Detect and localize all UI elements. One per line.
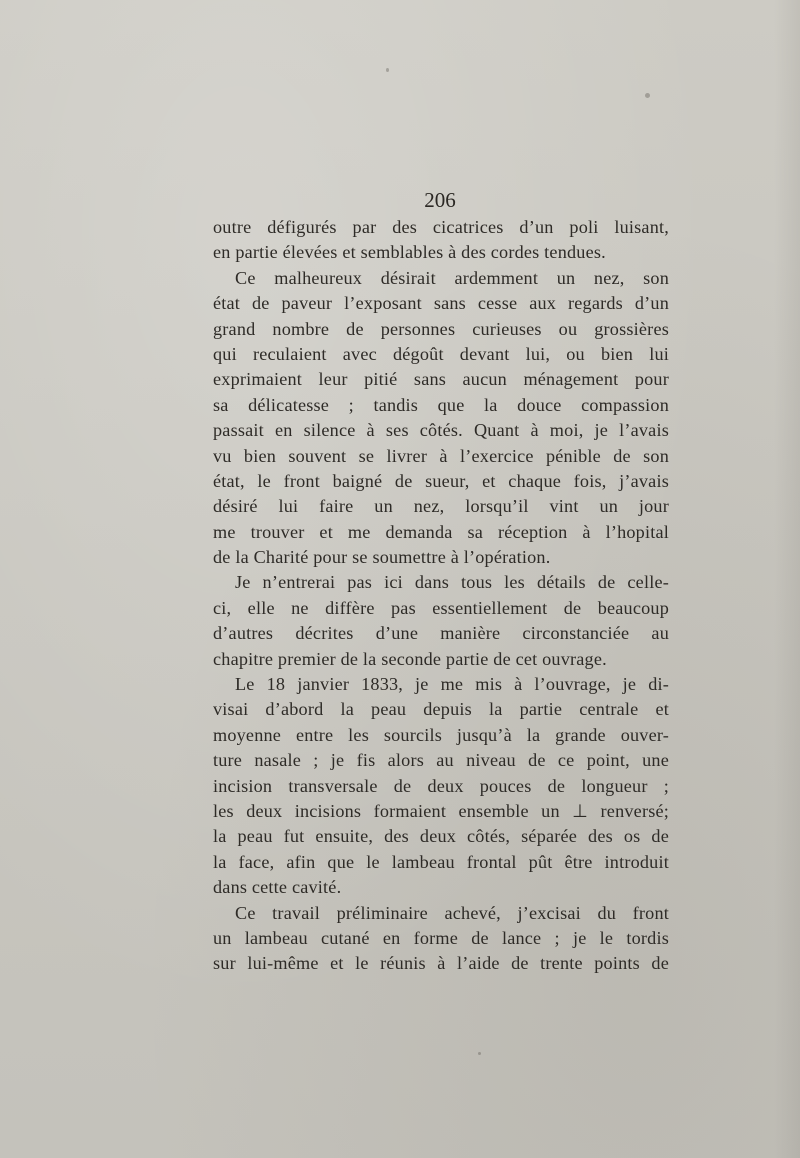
text-line: les deux incisions formaient ensemble un ⊥ renversé; <box>213 800 669 821</box>
text-line: grand nombre de personnes curieuses ou grossières <box>213 318 669 339</box>
page-number: 206 <box>424 188 456 212</box>
text-line: un lambeau cutané en forme de lance ; je le tordis <box>213 927 669 948</box>
text-line: état, le front baigné de sueur, et chaque fois, j’avais <box>213 470 669 491</box>
page-fold-shadow <box>774 0 800 1158</box>
text-line: visai d’abord la peau depuis la partie centrale et <box>213 699 669 720</box>
text-line: Je n’entrerai pas ici dans tous les détails de celle- <box>235 572 669 593</box>
text-line: sur lui-même et le réunis à l’aide de trente points de <box>213 953 669 974</box>
text-line: ci, elle ne diffère pas essentiellement de beaucoup <box>213 597 669 618</box>
text-line: de la Charité pour se soumettre à l’opération. <box>213 547 551 568</box>
text-line: vu bien souvent se livrer à l’exercice pénible de son <box>213 445 669 466</box>
text-line: Le 18 janvier 1833, je me mis à l’ouvrage, je di- <box>235 674 669 695</box>
ink-speck <box>478 1052 481 1055</box>
text-line: dans cette cavité. <box>213 877 342 898</box>
body-text <box>213 215 669 977</box>
text-line: exprimaient leur pitié sans aucun ménagement pour <box>213 369 669 390</box>
ink-speck <box>386 68 389 72</box>
text-line: incision transversale de deux pouces de longueur ; <box>213 775 669 796</box>
text-line: Ce malheureux désirait ardemment un nez, son <box>235 267 669 288</box>
text-line: outre défigurés par des cicatrices d’un poli luisant, <box>213 217 669 237</box>
text-line: la face, afin que le lambeau frontal pût être introduit <box>213 851 669 872</box>
text-line: sa délicatesse ; tandis que la douce compassion <box>213 394 669 415</box>
ink-speck <box>645 93 650 98</box>
text-line: qui reculaient avec dégoût devant lui, ou bien lui <box>213 343 669 364</box>
text-line: en partie élevées et semblables à des cordes tendues. <box>213 242 606 263</box>
text-line: désiré lui faire un nez, lorsqu’il vint un jour <box>213 496 669 517</box>
text-line: Ce travail préliminaire achevé, j’excisai du front <box>235 902 669 923</box>
text-line: ture nasale ; je fis alors au niveau de ce point, une <box>213 750 669 771</box>
text-line: la peau fut ensuite, des deux côtés, séparée des os de <box>213 826 669 847</box>
text-line: me trouver et me demanda sa réception à l’hopital <box>213 521 669 542</box>
text-line: état de paveur l’exposant sans cesse aux regards d’un <box>213 293 669 314</box>
text-line: d’autres décrites d’une manière circonstanciée au <box>213 623 669 644</box>
text-line: passait en silence à ses côtés. Quant à moi, je l’avais <box>213 420 669 441</box>
text-line: moyenne entre les sourcils jusqu’à la grande ouver- <box>213 724 669 745</box>
text-line: chapitre premier de la seconde partie de cet ouvrage. <box>213 648 607 669</box>
